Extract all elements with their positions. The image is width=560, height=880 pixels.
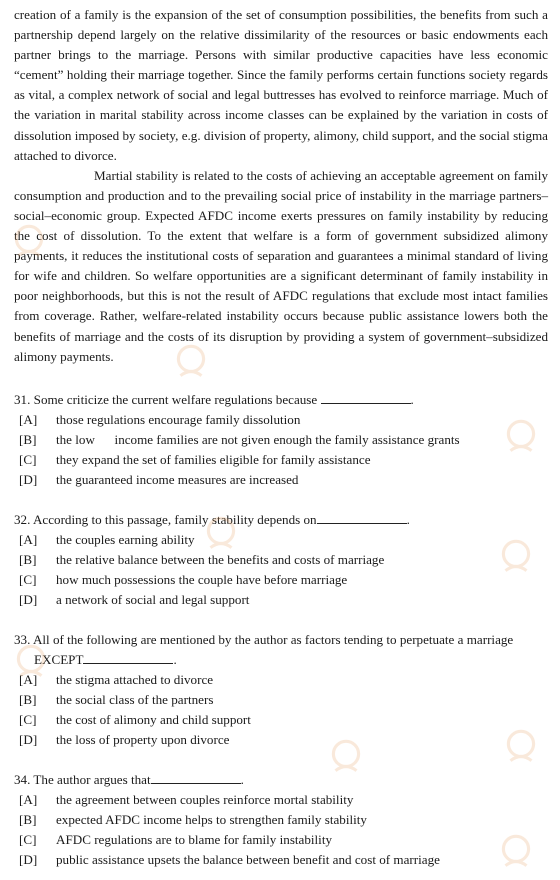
passage-paragraph-2: Martial stability is related to the costs of achieving an acceptable agreement on family consumption and production and to the prevailing social price of instability in the marriage partners–social–economic group. Expected AFDC income exerts pressures on family instability by reducing the cost of dissolution. To the extent that welfare is a form of government subsidized alimony payments, it reduces the institutional costs of separation and guarantees a minimal standard of living for wife and children. So welfare opportunities are a significant determinant of family instability in poor neighborhoods, but this is not the result of AFDC regulations that exclude most intact families from coverage. Rather, welfare-related instability occurs because public assistance lowers both the benefits of marriage and the costs of its disruption by providing a system of government–subsidized alimony payments. (14, 167, 548, 364)
question-number: 34. (14, 772, 31, 787)
question-number: 31. (14, 392, 31, 407)
question-31 (14, 390, 548, 490)
option-d[interactable] (14, 730, 548, 750)
option-text: the agreement between couples reinforce mortal stability (56, 792, 354, 808)
question-end: . (410, 392, 414, 407)
answer-blank (151, 771, 241, 784)
question-stem (14, 770, 548, 790)
question-text: Some criticize the current welfare regulations because (33, 392, 318, 407)
question-stem (14, 390, 548, 410)
option-d[interactable] (14, 470, 548, 490)
option-letter: [C] (19, 572, 37, 588)
option-text: expected AFDC income helps to strengthen family stability (56, 812, 367, 828)
option-letter: [B] (19, 432, 37, 448)
option-text: the relative balance between the benefits and costs of marriage (56, 552, 385, 568)
option-text: how much possessions the couple have before marriage (56, 572, 348, 588)
option-text: public assistance upsets the balance between benefit and cost of marriage (56, 852, 440, 868)
option-text: those regulations encourage family dissolution (56, 412, 301, 428)
option-letter: [A] (19, 412, 38, 428)
answer-blank (83, 651, 173, 664)
option-text: they expand the set of families eligible for family assistance (56, 452, 371, 468)
question-text: The author argues that (33, 772, 151, 787)
option-letter: [A] (19, 672, 38, 688)
option-c[interactable] (14, 710, 548, 730)
passage-paragraph-1: creation of a family is the expansion of the set of consumption possibilities, the benefits from such a partnership depend largely on the relative dissimilarity of the resources or basic endowments each partner brings to the marriage. Persons with similar productive capacities have less economic “cement” holding their marriage together. Since the family performs certain functions society regards as vital, a complex network of social and legal buttresses has evolved to reinforce marriage. Much of the variation in marital stability across income classes can be explained by the variation in costs of dissolution imposed by society, e.g. division of property, alimony, child support, and the social stigma attached to divorce. (14, 7, 548, 163)
option-a[interactable] (14, 530, 548, 550)
option-letter: [B] (19, 692, 37, 708)
question-33 (14, 630, 548, 751)
question-end: . (173, 652, 177, 668)
question-number: 32. (14, 512, 31, 527)
question-number: 33. (14, 632, 31, 647)
option-text: AFDC regulations are to blame for family instability (56, 832, 333, 848)
option-text: the loss of property upon divorce (56, 732, 230, 748)
option-letter: [A] (19, 792, 38, 808)
option-a[interactable] (14, 670, 548, 690)
question-stem (14, 510, 548, 530)
question-end: . (406, 512, 410, 527)
option-c[interactable] (14, 830, 548, 850)
question-32 (14, 510, 548, 610)
option-letter: [C] (19, 712, 37, 728)
question-stem (14, 630, 548, 650)
question-text-except: EXCEPT (34, 652, 84, 668)
option-b[interactable] (14, 550, 548, 570)
option-a[interactable] (14, 790, 548, 810)
option-c[interactable] (14, 570, 548, 590)
option-letter: [D] (19, 592, 38, 608)
option-text: the low income families are not given enough the family assistance grants (56, 432, 460, 448)
option-letter: [D] (19, 852, 38, 868)
option-d[interactable] (14, 590, 548, 610)
option-text: a network of social and legal support (56, 592, 250, 608)
option-b[interactable] (14, 810, 548, 830)
answer-blank (317, 511, 407, 524)
option-text: the guaranteed income measures are increased (56, 472, 299, 488)
question-34 (14, 770, 548, 870)
question-text: All of the following are mentioned by the author as factors tending to perpetuate a marriage (32, 632, 514, 647)
option-letter: [C] (19, 452, 37, 468)
option-letter: [A] (19, 532, 38, 548)
option-a[interactable] (14, 410, 548, 430)
option-c[interactable] (14, 450, 548, 470)
option-text: the social class of the partners (56, 692, 214, 708)
option-letter: [C] (19, 832, 37, 848)
option-b[interactable] (14, 430, 548, 450)
option-text: the stigma attached to divorce (56, 672, 214, 688)
question-text: According to this passage, family stability depends on (32, 512, 317, 527)
answer-blank (321, 391, 411, 404)
option-letter: [D] (19, 732, 38, 748)
reading-passage (14, 5, 548, 367)
option-letter: [D] (19, 472, 38, 488)
option-letter: [B] (19, 552, 37, 568)
option-text: the cost of alimony and child support (56, 712, 251, 728)
option-text: the couples earning ability (56, 532, 195, 548)
question-end: . (240, 772, 244, 787)
option-d[interactable] (14, 850, 548, 870)
question-stem-continued (14, 650, 548, 670)
option-letter: [B] (19, 812, 37, 828)
option-b[interactable] (14, 690, 548, 710)
